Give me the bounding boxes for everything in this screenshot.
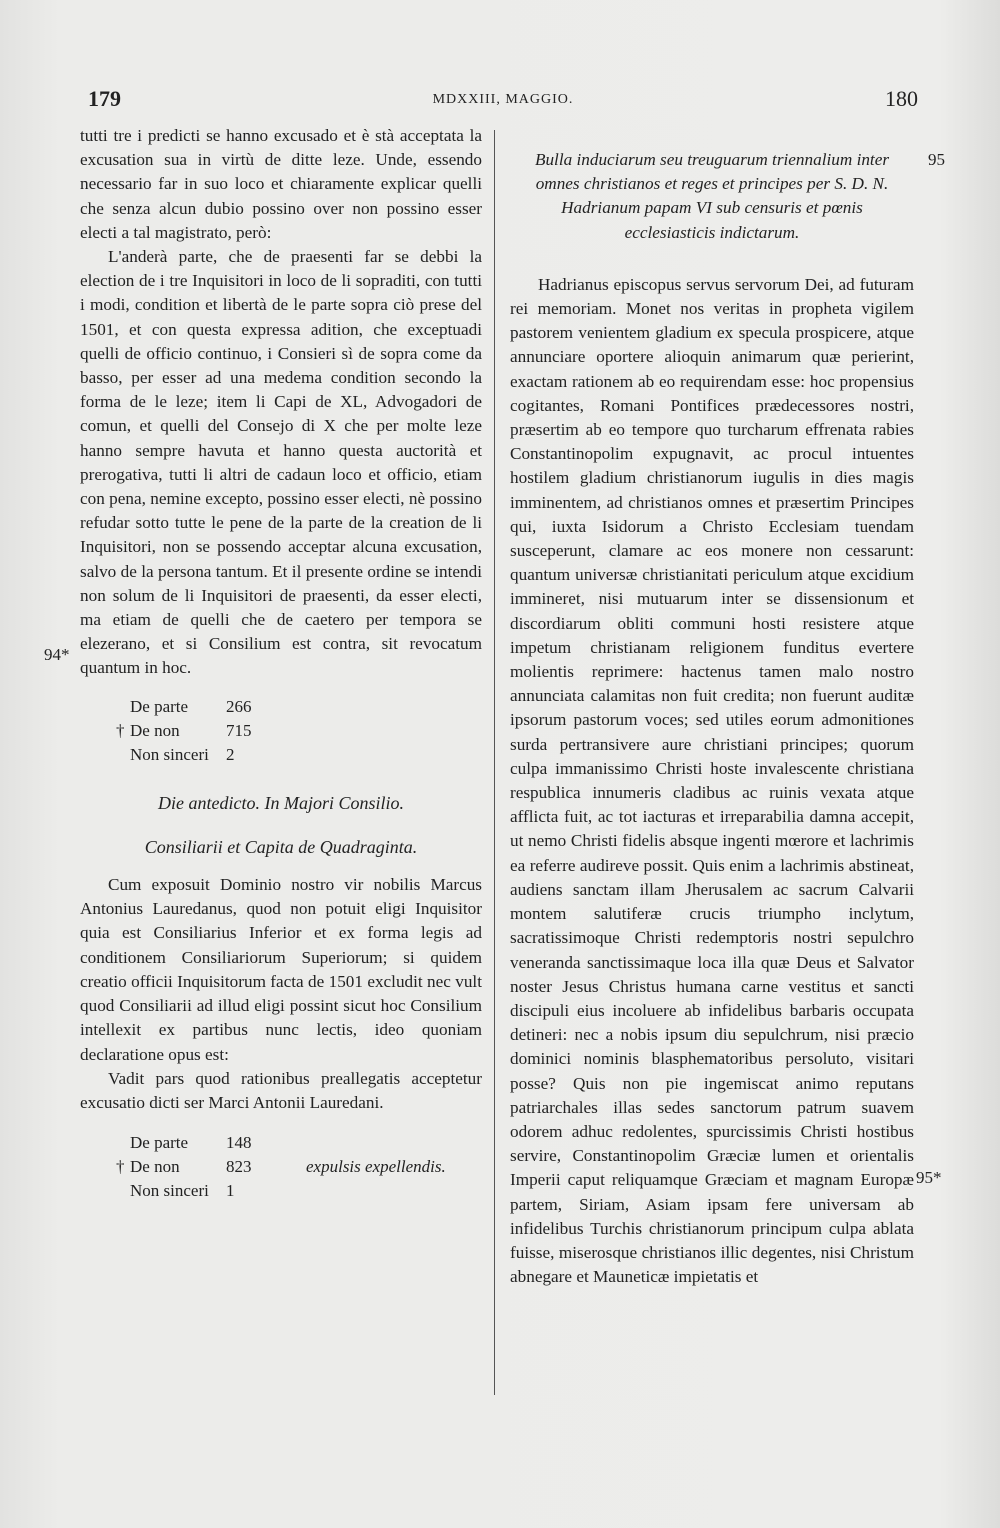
vote-row: † De non 823 expulsis expellendis. — [116, 1157, 446, 1177]
right-column — [510, 124, 914, 1289]
column-divider — [494, 130, 495, 1395]
margin-note-95-star: 95* — [916, 1168, 942, 1187]
vote-row: † De non 715 — [116, 720, 252, 740]
page-number-left: 179 — [88, 86, 121, 111]
section-heading: Consiliarii et Capita de Quadraginta. — [144, 836, 418, 857]
page-number-right: 180 — [885, 86, 918, 111]
page-header — [88, 86, 918, 116]
paragraph: Cum exposuit Dominio nostro vir nobilis Marcus Antonius Lauredanus, quod non potuit eligi Inquisitor quia est Consiliarius Inferior et ex forma legis ad conditionem Consiliariorum Superiorum; si quidem creatio officii Inquisitorum facta de 1501 excludit nec vult quod Consiliarii ad illud eligi possint sicut hoc Consilium intellexit ex partibus nunc lectis, ideo quoniam declaratione opus est: — [80, 875, 482, 1064]
paragraph: L'anderà parte, che de praesenti far se debbi la election de i tre Inquisitori in loco de li sopraditi, con tutti i modi, condition et libertà de le parte sopra ciò prese del 1501, et con questa expressa adition, che exceptuadi quelli de officio continuo, i Consieri sì de sopra come da basso, per esser ad una medema condition secondo la forma de le leze; item li Capi de XL, Advogadori de comun, et quelli del Consejo di X che per molte leze hanno sempre havuta et hanno questa auctorità et prerogativa, tutti li altri de cadaun loco et officio, etiam con pena, nemine excepto, possino esser electi, nè possino refudar sotto tutte le pene de la parte de la creation de li Inquisitori, non se possendo acceptar alcuna excusation, salvo de la persona tantum. Et il presente ordine se intendi non solum de li Inquisitori de praesenti, da esser electi, ma etiam de quelli che de caetero per tempora se elezerano, et si Consilium est contra, sit revocatum quantum in hoc. — [80, 247, 482, 678]
paragraph: Vadit pars quod rationibus preallegatis acceptetur excusatio dicti ser Marci Antonii Lauredani. — [80, 1068, 482, 1112]
margin-note-94: 94* — [44, 645, 70, 664]
vote-row: De parte 148 — [130, 1133, 252, 1153]
vote-row: De parte 266 — [130, 696, 252, 716]
paragraph: tutti tre i predicti se hanno excusado et è stà acceptata la excusation sua in virtù de ditte leze. Unde, essendo necessario far in suo loco et chiaramente explicar quelli che senza alcun dubio possino over non possino esser electi a tal magistrato, però: — [80, 126, 482, 242]
bull-title: Bulla induciarum seu treuguarum triennalium inter omnes christianos et reges et principes per S. D. N. Hadrianum papam VI sub censuris et pœnis ecclesiasticis indictarum. — [534, 150, 890, 242]
left-column — [80, 124, 482, 1203]
vote-tally-1 — [116, 695, 482, 767]
vote-row: Non sinceri 1 — [130, 1181, 235, 1201]
paragraph: Hadrianus episcopus servus servorum Dei, ad futuram rei memoriam. Monet nos veritas in propheta vigilem pastorem venientem gladium ex specula prospicere, atque annunciare oportere alioquin animarum quæ perierint, exactam rationem ab eo requirendam esse: hoc propensius cogitantes, Romani Pontifices prædecessores nostri, præsertim ab eo tempore quo turcharum effrenata rabies Constantinopolim expugnavit, ac procul intuentes hostilem gladium christianorum iugulis in dies magis imminentem, ad christianos omnes et præsertim Principes qui, iuxta Isidorum a Christo Ecclesiam tuendam susceperunt, clamare ac eos monere non cessarunt: quantum universæ christianitati periculum atque excidium immineret, nisi mutuarum inter se dissensionum et discordiarum obliti communi hosti resistere atque impetum christianam religionem funditus evertere molientis reprimere: hactenus tamen malo nostro annunciata calamitas non fuit credita; non fuerunt auditæ ipsorum pastorum voces; sed utiles eorum admonitiones surda pertransivere aure christiani principes; quorum culpa immanissimo Christi hoste invalescente christiana respublica innumeris cladibus ac ruinis vexata atque afflicta fuit, ac tot iacturas et irreparabilia damna accepit, ut nemo Christi fidelis absque ingenti mœrore et lachrimis ea referre audireve possit. Quis enim a lachrimis abstineat, audiens sanctam illam Jherusalem ac sacrum Calvarii montem salutiferæ crucis triumpho inclytum, sacratissimoque Christi redemptoris nostri sepulchro veneranda sanctissimaque loca illa quæ Deus et Salvator noster Jesus Christus humana carne vestitus et sancti discipuli eius incoluere ab infidelibus barbaris occupata detineri: nec a nobis ipsum diu sepulchrum, nisi præcio dominici nominis blasphematoribus persoluto, visitari posse? Quis non pie ingemiscat animo reputans patriarchales illas sedes sanctorum patrum suavem odorem adhuc redolentes, spurcissimis Christi hostibus servire, Constantinopolim Græciæ lumen et orientalis Imperii caput reliquamque Græciam et magnam Europæ partem, Siriam, Asiam ipsam fere universam ab infidelibus Turchis christianorum principum culpa ablata fuisse, miserosque christianos illic degentes, nisi Christum abnegare et Mauneticæ impietatis et — [510, 274, 914, 1287]
vote-row: Non sinceri 2 — [130, 744, 235, 764]
margin-note-95: 95 — [928, 150, 945, 169]
running-title: MDXXIII, MAGGIO. — [432, 92, 574, 107]
section-heading: Die antedicto. In Majori Consilio. — [158, 792, 404, 813]
vote-tally-2 — [116, 1131, 482, 1203]
